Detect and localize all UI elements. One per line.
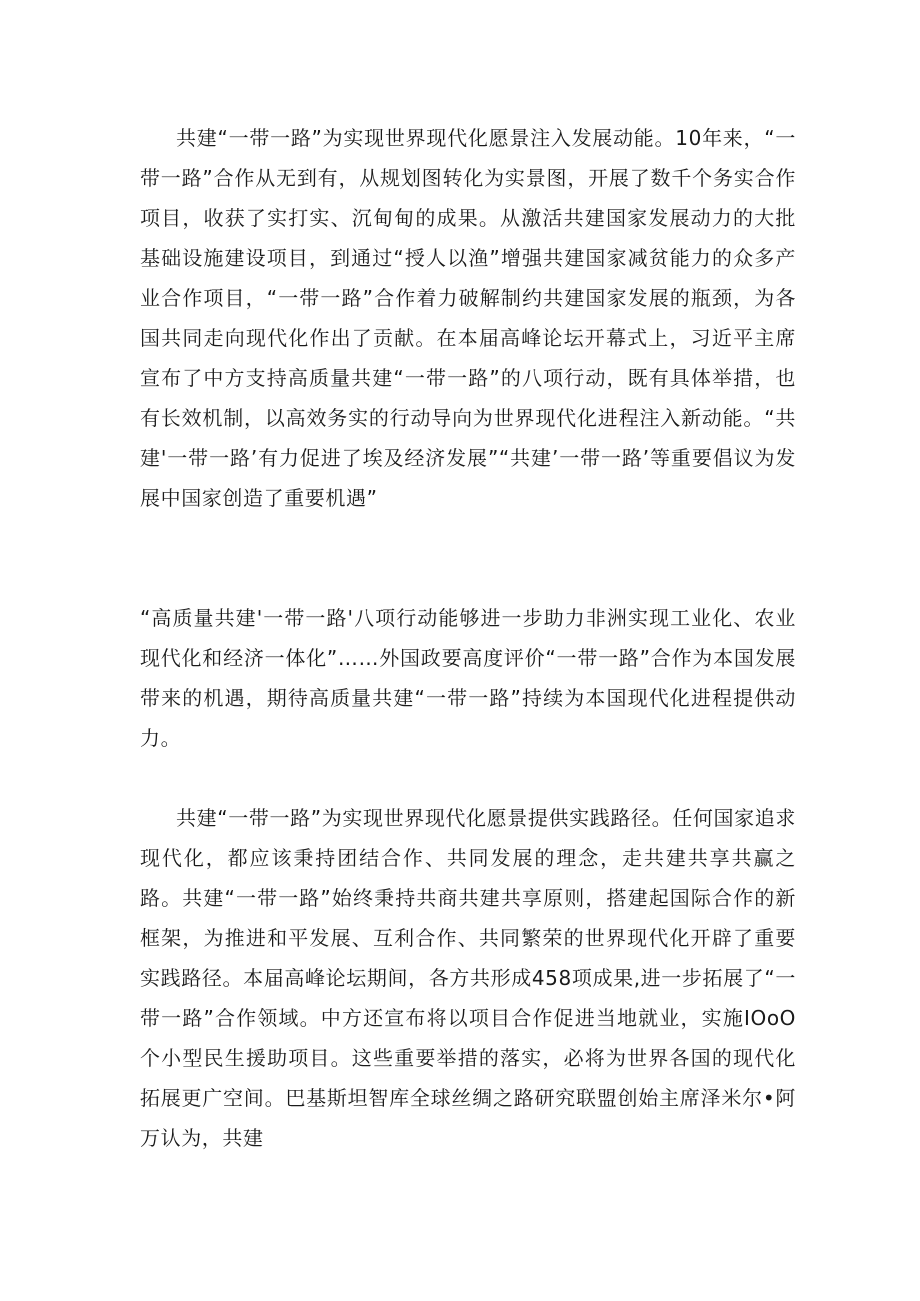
paragraph-2: “高质量共建'一带一路'八项行动能够进一步助力非洲实现工业化、农业现代化和经济一体化”……外国政要高度评价“一带一路”合作为本国发展带来的机遇，期待高质量共建“一带一路”持续为本国现代化进程提供动力。 — [140, 606, 797, 750]
paragraph-2-block — [140, 598, 796, 758]
paragraph-1-block — [140, 118, 796, 518]
paragraph-3: 共建“一带一路”为实现世界现代化愿景提供实践路径。任何国家追求现代化，都应该秉持团结合作、共同发展的理念，走共建共享共赢之路。共建“一带一路”始终秉持共商共建共享原则，搭建起国际合作的新框架，为推进和平发展、互利合作、共同繁荣的世界现代化开辟了重要实践路径。本届高峰论坛期间，各方共形成458项成果,进一步拓展了“一带一路”合作领域。中方还宣布将以项目合作促进当地就业，实施IOoO个小型民生援助项目。这些重要举措的落实，必将为世界各国的现代化拓展更广空间。巴基斯坦智库全球丝绸之路研究联盟创始主席泽米尔•阿万认为，共建 — [140, 806, 796, 1150]
paragraph-3-block — [140, 798, 796, 1158]
paragraph-1: 共建“一带一路”为实现世界现代化愿景注入发展动能。10年来，“一带一路”合作从无到有，从规划图转化为实景图，开展了数千个务实合作项目，收获了实打实、沉甸甸的成果。从激活共建国家发展动力的大批基础设施建设项目，到通过“授人以渔”增强共建国家减贫能力的众多产业合作项目，“一带一路”合作着力破解制约共建国家发展的瓶颈，为各国共同走向现代化作出了贡献。在本届高峰论坛开幕式上，习近平主席宣布了中方支持高质量共建“一带一路”的八项行动，既有具体举措，也有长效机制，以高效务实的行动导向为世界现代化进程注入新动能。“共建'一带一路’有力促进了埃及经济发展”“共建’一带一路’等重要倡议为发展中国家创造了重要机遇” — [140, 126, 796, 510]
